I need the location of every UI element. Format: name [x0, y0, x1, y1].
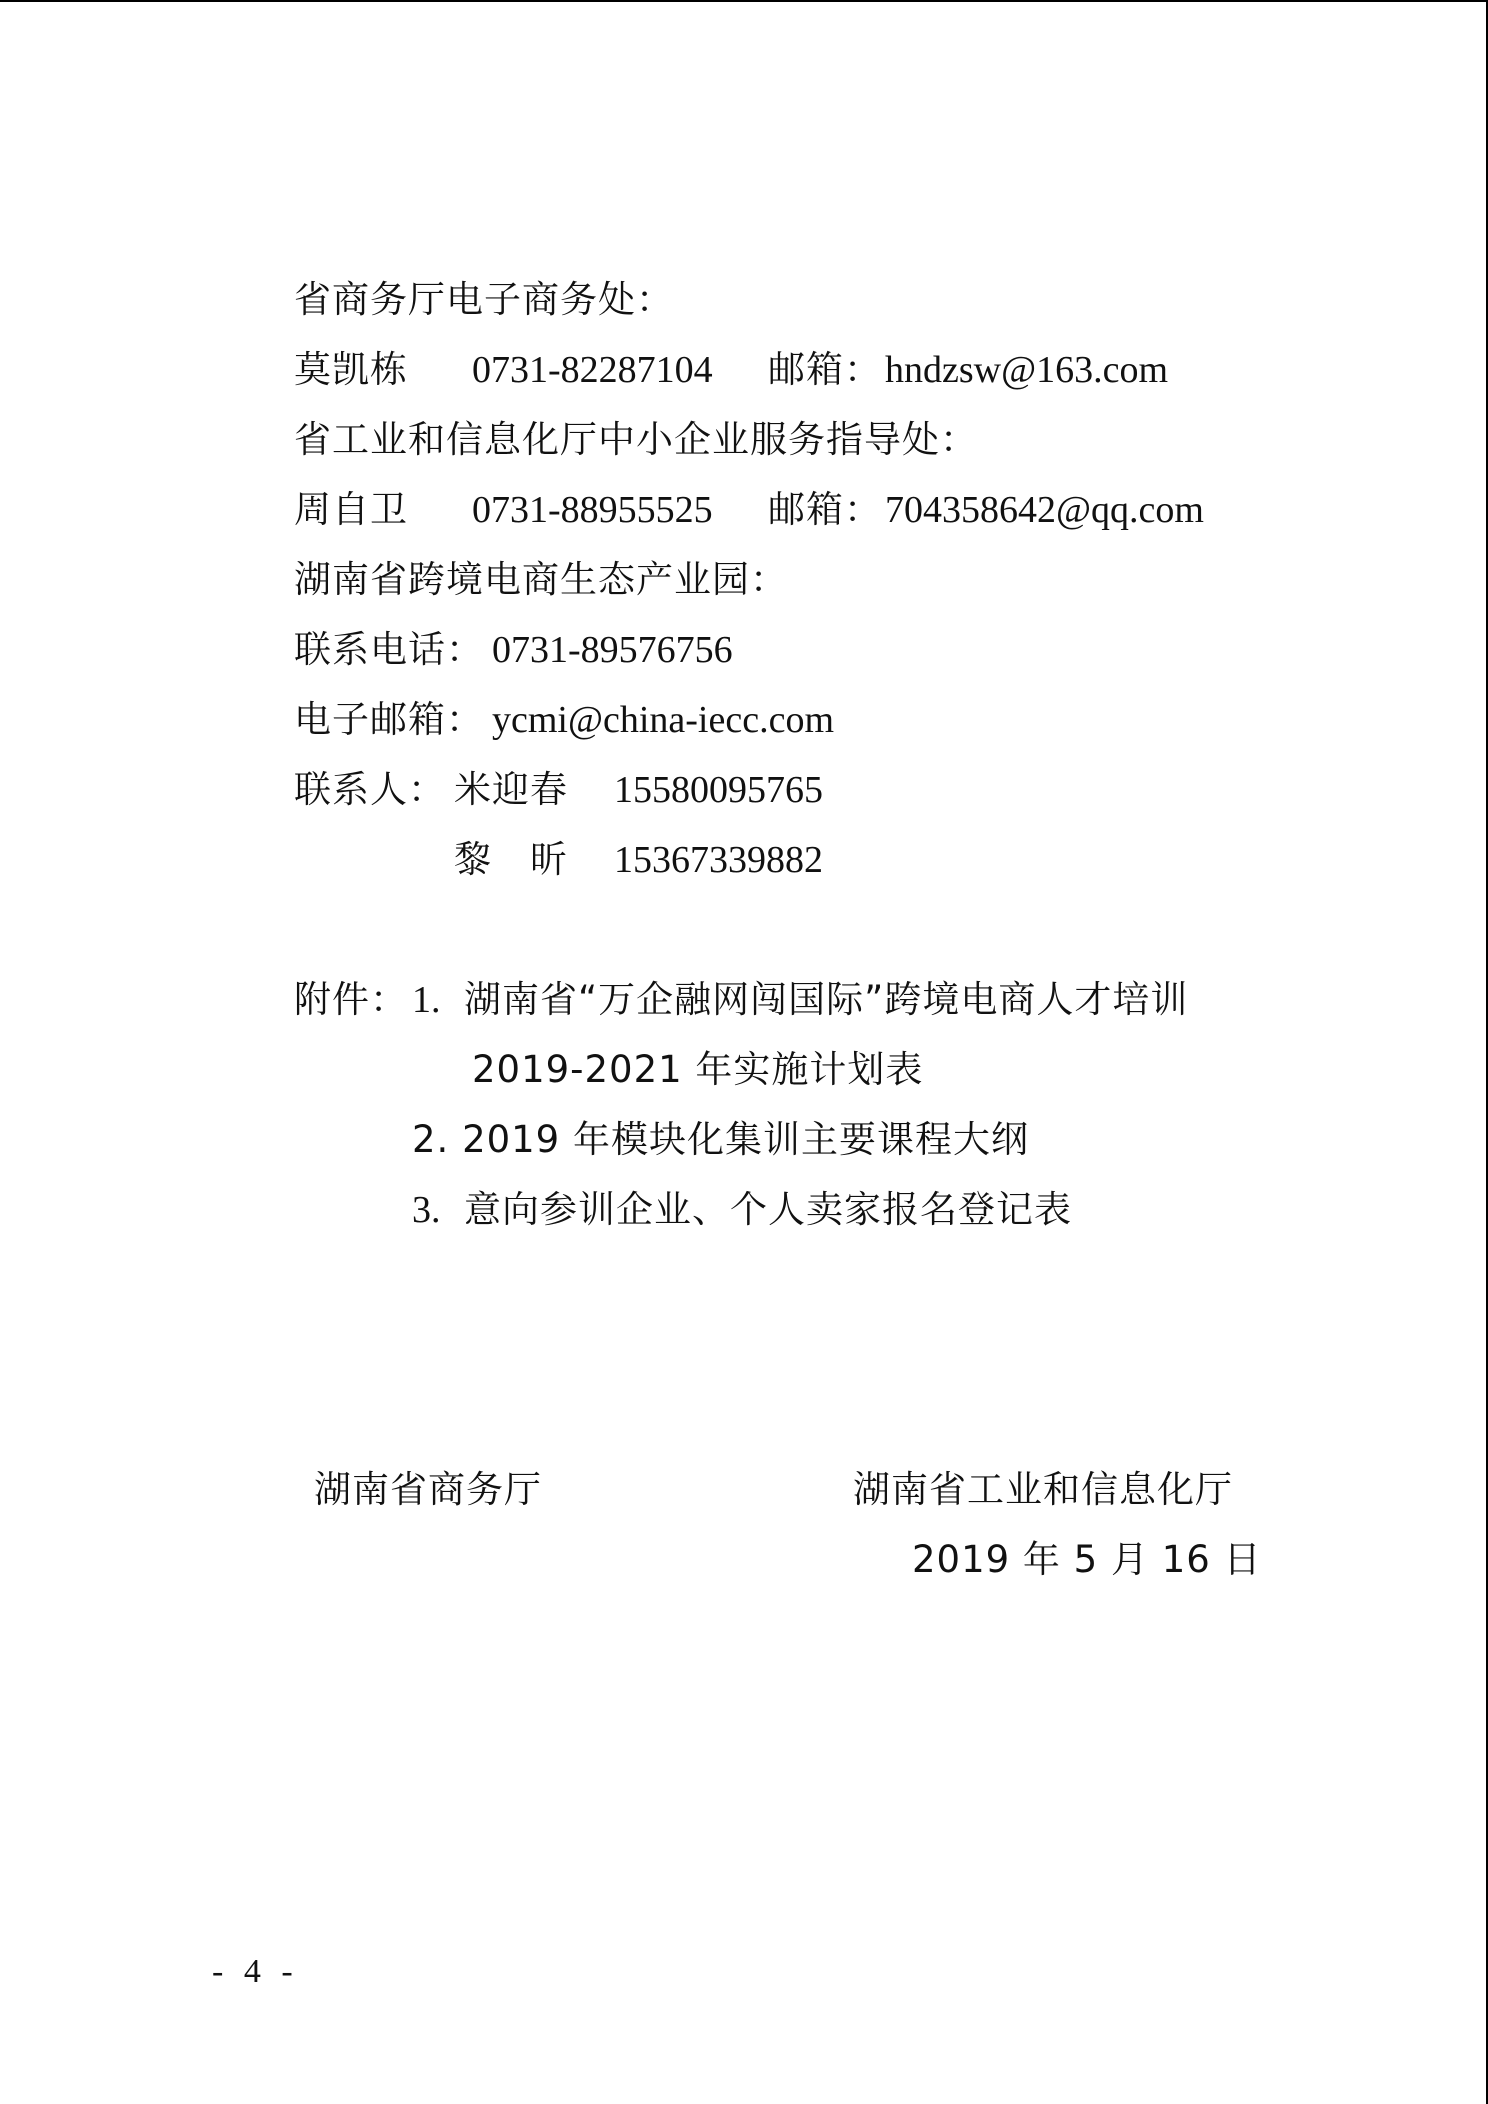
park-heading: 湖南省跨境电商生态产业园：: [294, 558, 788, 601]
attachment-item-2: 2. 2019 年模块化集训主要课程大纲: [412, 1118, 1029, 1161]
contact-name: 周自卫: [294, 488, 408, 531]
attachment-item-3: [412, 1186, 1132, 1234]
attachment-number: 3.: [412, 1189, 441, 1231]
park-phone-label: 联系电话：: [294, 628, 484, 671]
contact-phone: 0731-88955525: [472, 489, 713, 531]
contact-person-phone: 15367339882: [614, 839, 823, 881]
contact-person-row-1: [294, 766, 994, 814]
contact-phone: 0731-82287104: [472, 349, 713, 391]
email-label: 邮箱：: [768, 348, 882, 391]
park-phone-row: [294, 626, 994, 674]
contact-person-row-2: [294, 836, 994, 884]
park-email-row: [294, 696, 994, 744]
attachment-title: 意向参训企业、个人卖家报名登记表: [464, 1188, 1072, 1231]
attachment-number: 1.: [412, 979, 441, 1021]
contact-email: hndzsw@163.com: [885, 349, 1169, 391]
signature-org-commerce: 湖南省商务厅: [314, 1468, 542, 1511]
park-email: ycmi@china-iecc.com: [492, 699, 834, 741]
attachment-item-1: [294, 976, 1274, 1024]
attachment-title-continued: 2019-2021 年实施计划表: [472, 1048, 924, 1091]
email-label: 邮箱：: [768, 488, 882, 531]
commerce-dept-heading: 省商务厅电子商务处：: [294, 278, 674, 321]
attachment-title: 湖南省“万企融网闯国际”跨境电商人才培训: [464, 978, 1189, 1021]
signature-org-industry: 湖南省工业和信息化厅: [853, 1468, 1233, 1511]
contact-row-1: [294, 346, 1194, 394]
page-number: - 4 -: [212, 1953, 299, 1990]
contact-row-2: [294, 486, 1254, 534]
contact-person-phone: 15580095765: [614, 769, 823, 811]
signature-date: 2019 年 5 月 16 日: [912, 1538, 1262, 1581]
park-phone: 0731-89576756: [492, 629, 733, 671]
park-email-label: 电子邮箱：: [294, 698, 484, 741]
contact-name: 莫凯栋: [294, 348, 408, 391]
contact-person-label: 联系人：: [294, 768, 446, 811]
attachments-label: 附件：: [294, 978, 408, 1021]
contact-person-name: 米迎春: [454, 768, 568, 811]
industry-dept-heading: 省工业和信息化厅中小企业服务指导处：: [294, 418, 978, 461]
contact-person-name: 黎 昕: [454, 838, 568, 881]
contact-email: 704358642@qq.com: [885, 489, 1204, 531]
